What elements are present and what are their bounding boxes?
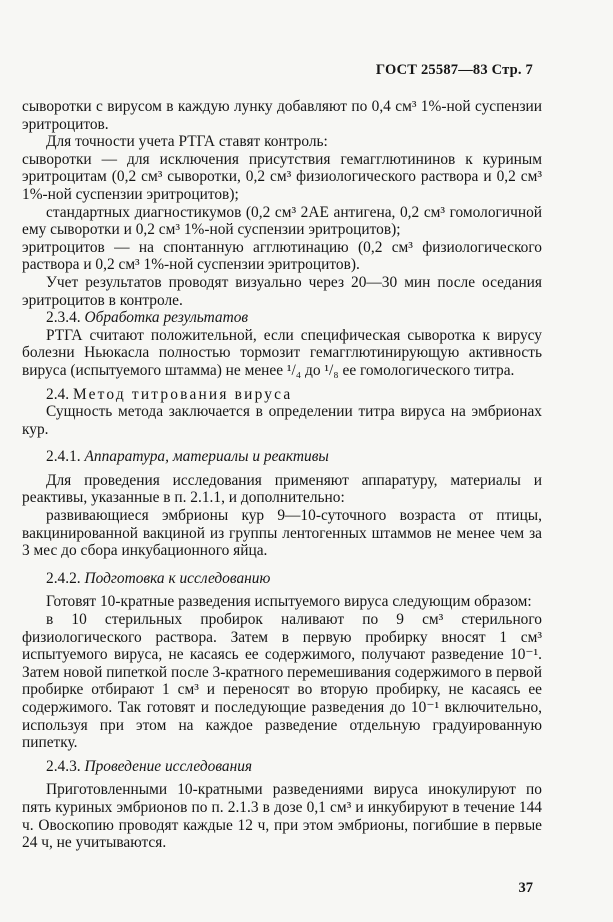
section-title: Обработка результатов bbox=[84, 309, 249, 327]
paragraph: Сущность метода заключается в определении титра вируса на эмбрионах кур. bbox=[22, 403, 542, 438]
document-body bbox=[22, 98, 542, 852]
section-heading-2-4-3 bbox=[22, 758, 542, 776]
section-number: 2.4.3. bbox=[46, 757, 81, 775]
section-number: 2.3.4. bbox=[46, 309, 81, 327]
section-heading-2-4 bbox=[22, 386, 542, 404]
paragraph: развивающиеся эмбрионы кур 9—10-суточного возраста от птицы, вакцинированной вакциной из группы лентогенных штаммов не менее чем за 3 мес до сбора инкубационного яйца. bbox=[22, 507, 542, 560]
paragraph: Готовят 10-кратные разведения испытуемого вируса следующим образом: bbox=[46, 593, 532, 611]
section-title: Аппаратура, материалы и реактивы bbox=[84, 448, 329, 466]
paragraph: сыворотки с вирусом в каждую лунку добавляют по 0,4 см³ 1%-ной суспензии эритроцитов. bbox=[22, 98, 542, 133]
section-heading-2-4-1 bbox=[22, 448, 542, 466]
section-heading-2-3-4 bbox=[22, 309, 542, 327]
section-number: 2.4.1. bbox=[46, 448, 81, 466]
paragraph: сыворотки — для исключения присутствия гемагглютининов к куриным эритроцитам (0,2 см³ сыворотки, 0,2 см³ физиологического раствора и 0,2 см³ 1%-ной суспензии эритроцитов); bbox=[22, 150, 542, 203]
section-number: 2.4. bbox=[46, 385, 70, 403]
paragraph: Для точности учета РТГА ставят контроль: bbox=[46, 133, 328, 151]
section-title: Проведение исследования bbox=[84, 757, 253, 775]
paragraph: Приготовленными 10-кратными разведениями вируса инокулируют по пять куриных эмбрионов по п. 2.1.3 в дозе 0,1 см³ и инкубируют в течение 144 ч. Овоскопию проводят каждые 12 ч, при этом эмбрионы, погибшие в первые 24 ч, не учитываются. bbox=[22, 781, 542, 852]
section-number: 2.4.2. bbox=[46, 569, 81, 587]
paragraph: стандартных диагностикумов (0,2 см³ 2АЕ антигена, 0,2 см³ гомологичной ему сыворотки и 0,2 см³ 1%-ной суспензии эритроцитов); bbox=[22, 203, 542, 239]
page-header: ГОСТ 25587—83 Стр. 7 bbox=[375, 62, 533, 78]
page-number: 37 bbox=[518, 880, 533, 896]
paragraph: РТГА считают положительной, если специфическая сыворотка к вирусу болезни Ньюкасла полностью тормозит гемагглютинирующую активность вируса (испытуемого штамма) не менее ¹/₄ до ¹/₈ ее гомологического титра. bbox=[22, 326, 542, 379]
section-title: Метод титрования вируса bbox=[72, 385, 293, 403]
paragraph: Учет результатов проводят визуально через 20—30 мин после оседания эритроцитов в контроле. bbox=[22, 273, 542, 309]
section-heading-2-4-2 bbox=[22, 570, 542, 588]
paragraph: Для проведения исследования применяют аппаратуру, материалы и реактивы, указанные в п. 2.1.1, и дополнительно: bbox=[22, 471, 542, 507]
paragraph: в 10 стерильных пробирок наливают по 9 см³ стерильного физиологического раствора. Затем в первую пробирку вносят 1 см³ испытуемого вируса, не касаясь ее содержимого, получают разведение 10⁻¹. Затем новой пипеткой после 3-кратного перемешивания содержимого в первой пробирке отбирают 1 см³ и переносят во вторую пробирку, не касаясь ее содержимого. Так готовят и последующие разведения до 10⁻¹ включительно, используя при этом на каждое разведение отдельную градуированную пипетку. bbox=[22, 611, 542, 752]
section-title: Подготовка к исследованию bbox=[84, 569, 271, 587]
paragraph: эритроцитов — на спонтанную агглютинацию (0,2 см³ физиологического раствора и 0,2 см³ 1%-ной суспензии эритроцитов). bbox=[22, 238, 542, 274]
